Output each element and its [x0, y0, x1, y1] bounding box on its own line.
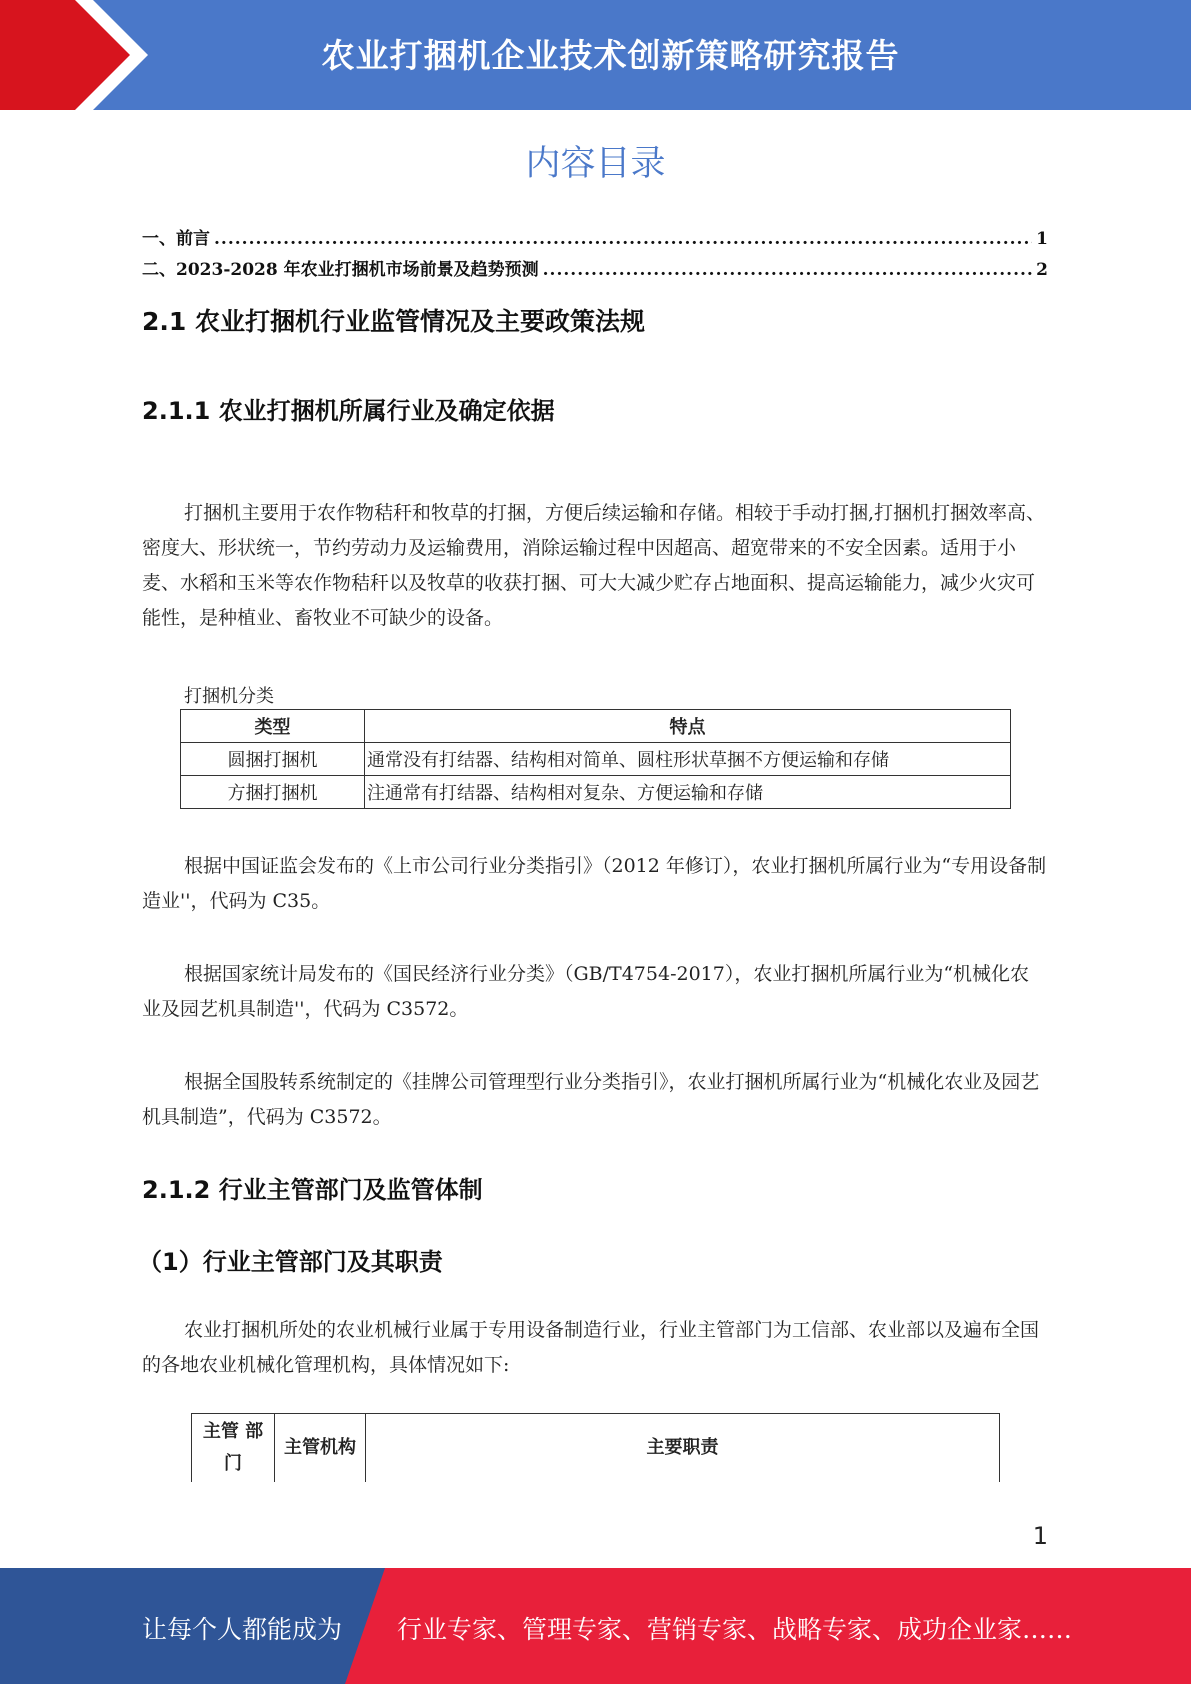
- section-heading-2-1-2: 2.1.2 行业主管部门及监管体制: [142, 1176, 483, 1204]
- table-header-cell: 主管机构: [275, 1414, 366, 1483]
- header-banner: [0, 0, 1191, 110]
- report-title: 农业打捆机企业技术创新策略研究报告: [321, 36, 900, 75]
- table-header-cell: 主管 部门: [192, 1414, 275, 1483]
- toc-entry[interactable]: [142, 224, 1048, 255]
- section-heading-2-1-1: 2.1.1 农业打捆机所属行业及确定依据: [142, 397, 555, 425]
- toc-entry-label: 二、2023-2028 年农业打捆机市场前景及趋势预测: [142, 260, 539, 280]
- table-caption: 打捆机分类: [184, 686, 274, 707]
- paragraph-csrc-classification: 根据中国证监会发布的《上市公司行业分类指引》（2012 年修订），农业打捆机所属行业为“专用设备制造业''，代码为 C35。: [142, 855, 1047, 912]
- toc-entry[interactable]: [142, 255, 1048, 286]
- table-row: [181, 776, 1011, 809]
- footer-slogan-right: 行业专家、管理专家、营销专家、战略专家、成功企业家……: [397, 1615, 1073, 1644]
- paragraph-authorities: 农业打捆机所处的农业机械行业属于专用设备制造行业，行业主管部门为工信部、农业部以及遍布全国的各地农业机械化管理机构，具体情况如下:: [142, 1319, 1040, 1376]
- toc-entry-page: 2: [1036, 260, 1048, 280]
- footer-slogan-left: 让每个人都能成为: [142, 1615, 343, 1644]
- table-header-row: [181, 710, 1011, 743]
- toc-leader-dots: [543, 260, 1033, 280]
- table-cell: 方捆打捆机: [181, 776, 365, 809]
- paragraph-nbs-classification: 根据国家统计局发布的《国民经济行业分类》（GB/T4754-2017），农业打捆机所属行业为“机械化农业及园艺机具制造''，代码为 C3572。: [142, 963, 1030, 1020]
- table-header-cell: 主要职责: [366, 1414, 1000, 1483]
- table-header-cell: 特点: [365, 710, 1011, 743]
- page-number: 1: [1032, 1522, 1048, 1550]
- paragraph-neeq-classification: 根据全国股转系统制定的《挂牌公司管理型行业分类指引》，农业打捆机所属行业为“机械化农业及园艺机具制造”，代码为 C3572。: [142, 1071, 1040, 1128]
- baler-classification-table: [180, 709, 1011, 809]
- table-cell: 圆捆打捆机: [181, 743, 365, 776]
- section-heading-2-1: 2.1 农业打捆机行业监管情况及主要政策法规: [142, 307, 645, 336]
- toc-leader-dots: [214, 229, 1032, 249]
- toc-heading: 内容目录: [525, 144, 666, 184]
- toc-entry-label: 一、前言: [142, 229, 210, 249]
- table-row: [181, 743, 1011, 776]
- table-cell: 注通常有打结器、结构相对复杂、方便运输和存储: [365, 776, 1011, 809]
- table-cell: 通常没有打结器、结构相对简单、圆柱形状草捆不方便运输和存储: [365, 743, 1011, 776]
- authority-table: [191, 1413, 1000, 1482]
- table-header-cell: 类型: [181, 710, 365, 743]
- subsection-heading-1: （1）行业主管部门及其职责: [138, 1248, 443, 1276]
- footer-banner: [0, 1568, 1191, 1684]
- toc-entry-page: 1: [1036, 229, 1048, 249]
- paragraph-baler-intro: 打捆机主要用于农作物秸秆和牧草的打捆，方便后续运输和存储。相较于手动打捆,打捆机打捆效率高、密度大、形状统一，节约劳动力及运输费用，消除运输过程中因超高、超宽带来的不安全因素。适用于小麦、水稻和玉米等农作物秸秆以及牧草的收获打捆、可大大减少贮存占地面积、提高运输能力，减少火灾可能性，是种植业、畜牧业不可缺少的设备。: [142, 502, 1046, 629]
- table-header-row: [192, 1414, 1000, 1483]
- table-of-contents: [142, 224, 1048, 286]
